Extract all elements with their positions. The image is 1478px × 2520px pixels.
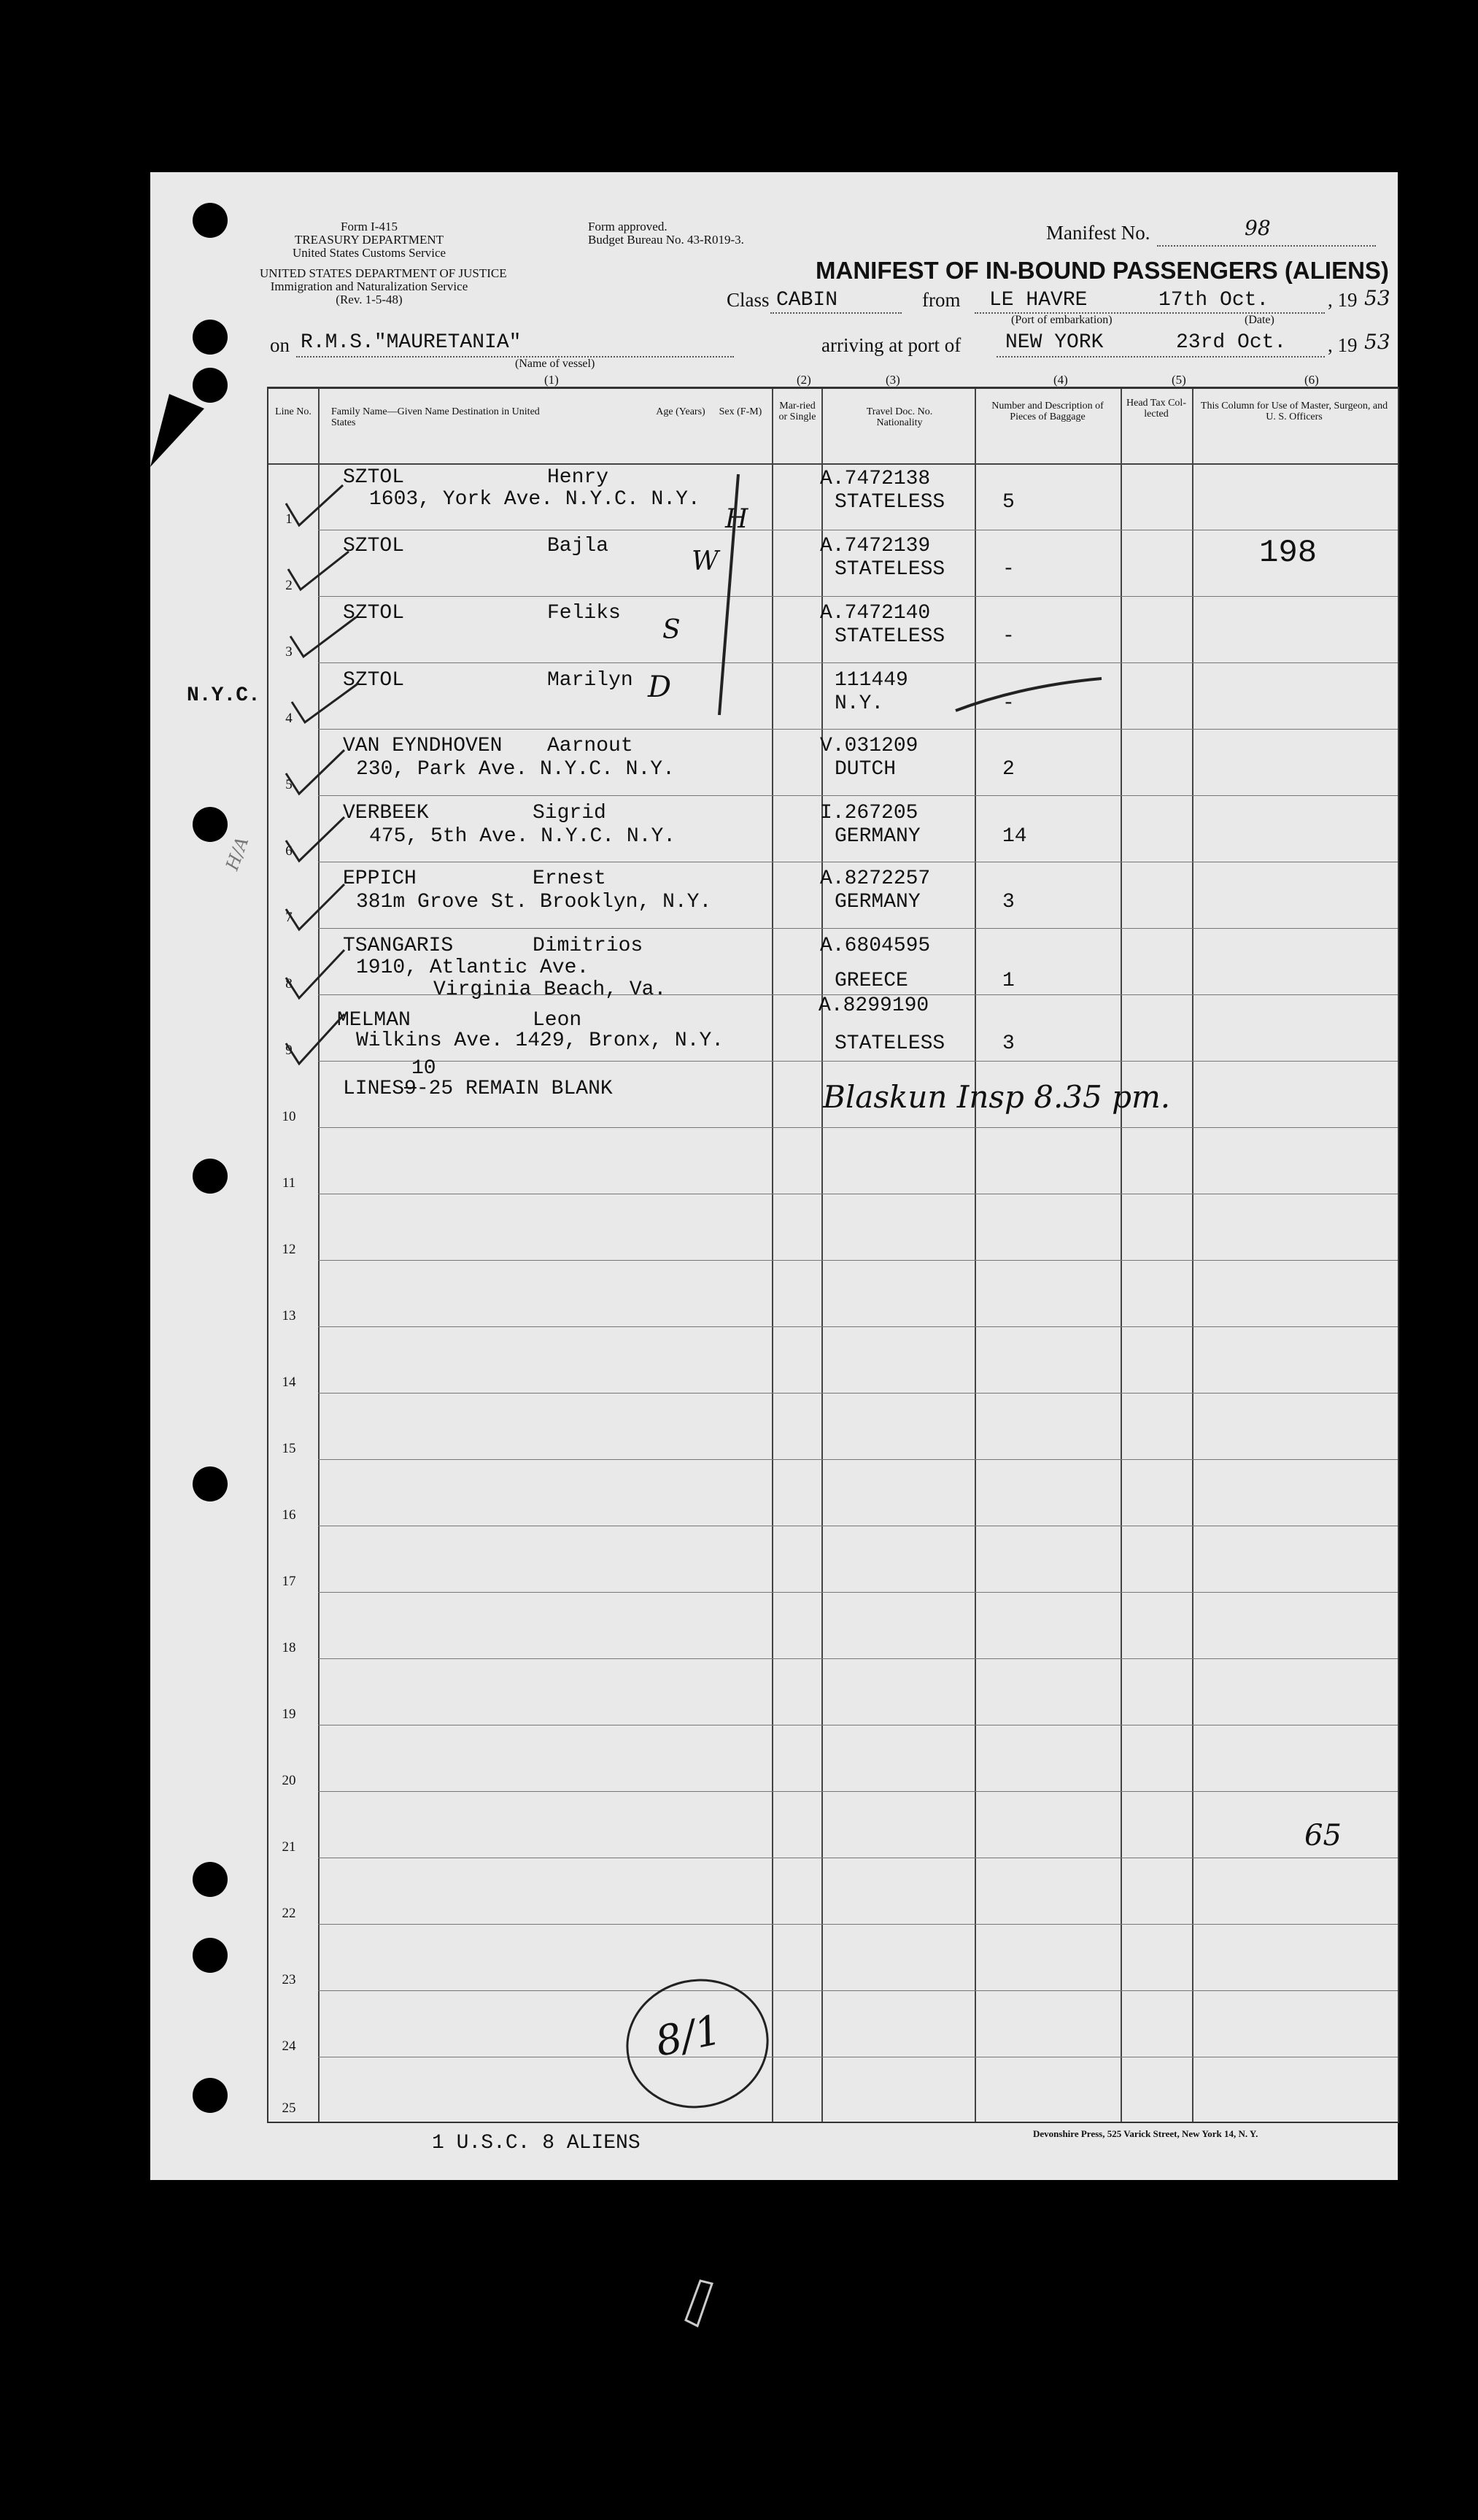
vessel-name: R.M.S."MAURETANIA" <box>301 331 522 354</box>
line-number: 6 <box>285 843 293 859</box>
punch-hole <box>193 203 228 238</box>
circle-stamp <box>614 1966 781 2122</box>
page-title: MANIFEST OF IN-BOUND PASSENGERS (ALIENS) <box>816 257 1389 284</box>
family-name: SZTOL <box>343 535 405 557</box>
sex-mark: W <box>692 546 719 576</box>
col-number-4: (4) <box>1053 373 1068 387</box>
from-date: 17th Oct. <box>1158 289 1269 312</box>
col-number-5: (5) <box>1172 373 1186 387</box>
family-name: TSANGARIS <box>343 935 454 957</box>
blank-notice-pre: LINES <box>343 1078 405 1100</box>
travel-doc-no: A.7472140 <box>820 602 931 625</box>
line-number: 8 <box>285 976 293 992</box>
line-number: 10 <box>282 1109 296 1124</box>
given-name: Sigrid <box>533 802 606 824</box>
given-name: Marilyn <box>547 669 633 692</box>
circle-stamp-text: 8/1 <box>651 2006 726 2066</box>
punch-hole <box>193 320 228 355</box>
arrival-port: NEW YORK <box>1005 331 1104 354</box>
given-name: Henry <box>547 466 609 489</box>
given-name: Aarnout <box>547 735 633 757</box>
line-number: 1 <box>285 511 293 527</box>
manifest-no-line <box>1157 245 1376 247</box>
destination: 1910, Atlantic Ave. <box>356 956 589 979</box>
nationality: GERMANY <box>835 825 921 848</box>
on-label: on <box>270 334 290 356</box>
approval-block <box>588 220 744 247</box>
blank-notice <box>343 1078 613 1100</box>
punch-hole <box>193 2078 228 2113</box>
col-baggage: Number and Description of Pieces of Baggage <box>991 401 1104 422</box>
family-name: VAN EYNDHOVEN <box>343 735 503 757</box>
nationality: GREECE <box>835 970 908 992</box>
travel-doc-no: A.8272257 <box>820 867 931 890</box>
line-number: 9 <box>285 1043 293 1058</box>
given-name: Bajla <box>547 535 609 557</box>
col-number-3: (3) <box>886 373 900 387</box>
line-number: 19 <box>282 1707 296 1722</box>
port-caption: (Port of embarkation) <box>1011 314 1113 326</box>
destination: 230, Park Ave. N.Y.C. N.Y. <box>356 758 675 781</box>
family-name: SZTOL <box>343 602 405 625</box>
line-number: 4 <box>285 711 293 726</box>
arriving-label: arriving at port of <box>821 334 962 356</box>
line-number: 2 <box>285 578 293 593</box>
line-number: 17 <box>282 1574 296 1589</box>
line-number: 13 <box>282 1308 296 1323</box>
manifest-no-label: Manifest No. <box>1046 222 1150 244</box>
printer-credit: Devonshire Press, 525 Varick Street, New York 14, N. Y. <box>1033 2128 1258 2139</box>
nationality: STATELESS <box>835 625 945 648</box>
inspector-signature: Blaskun Insp 8.35 pm. <box>823 1079 1171 1115</box>
treasury-dept: TREASURY DEPARTMENT <box>294 233 444 247</box>
form-approved: Form approved. <box>588 220 668 233</box>
given-name: Feliks <box>547 602 621 625</box>
nationality: GERMANY <box>835 891 921 913</box>
budget-bureau: Budget Bureau No. 43-R019-3. <box>588 233 744 247</box>
col-name: Family Name—Given Name Destination in United States <box>331 406 540 428</box>
sex-mark: H <box>725 504 748 534</box>
class-label: Class <box>727 289 770 311</box>
ins-title: Immigration and Naturalization Service <box>270 279 468 293</box>
destination: 1603, York Ave. N.Y.C. N.Y. <box>369 488 700 511</box>
line-number: 7 <box>285 910 293 925</box>
col-number-1: (1) <box>544 373 559 387</box>
line-number: 22 <box>282 1906 296 1921</box>
sex-mark: D <box>648 670 672 704</box>
line-number: 11 <box>282 1175 296 1191</box>
side-scribble: H/A <box>222 834 253 873</box>
nationality: N.Y. <box>835 692 884 715</box>
punch-hole <box>193 1159 228 1194</box>
baggage-count: 5 <box>1002 491 1015 514</box>
baggage-count: - <box>1002 558 1015 581</box>
line-number: 25 <box>282 2100 296 2116</box>
nationality: STATELESS <box>835 1032 945 1055</box>
col-number-2: (2) <box>797 373 811 387</box>
family-name: EPPICH <box>343 867 417 890</box>
footer-summary: 1 U.S.C. 8 ALIENS <box>432 2132 641 2154</box>
manifest-no-value: 98 <box>1245 216 1271 240</box>
punch-hole <box>193 368 228 403</box>
class-value: CABIN <box>776 289 838 312</box>
doj-block <box>260 266 507 306</box>
nationality: STATELESS <box>835 558 945 581</box>
baggage-count: 2 <box>1002 758 1015 781</box>
officer-note: 198 <box>1259 535 1318 571</box>
family-name: MELMAN <box>337 1009 411 1032</box>
col-sex: Sex (F-M) <box>719 406 762 417</box>
family-name: SZTOL <box>343 669 405 692</box>
line-number: 5 <box>285 777 293 792</box>
destination: 475, 5th Ave. N.Y.C. N.Y. <box>369 825 676 848</box>
baggage-count: 14 <box>1002 825 1027 848</box>
blank-notice-struck: 9 <box>404 1078 417 1100</box>
travel-doc-no: A.6804595 <box>820 935 931 957</box>
arrival-line <box>997 356 1325 357</box>
given-name: Ernest <box>533 867 606 890</box>
arrival-date: 23rd Oct. <box>1176 331 1287 354</box>
travel-doc-no: A.7472139 <box>820 535 931 557</box>
col-travel-doc: Travel Doc. No. Nationality <box>866 406 933 428</box>
punch-hole <box>193 1862 228 1897</box>
line-number: 20 <box>282 1773 296 1788</box>
col-line-no: Line No. <box>275 406 312 417</box>
line-number: 3 <box>285 644 293 660</box>
nationality: DUTCH <box>835 758 897 781</box>
travel-doc-no: A.8299190 <box>819 994 929 1017</box>
vessel-caption: (Name of vessel) <box>515 357 595 370</box>
line-number: 15 <box>282 1441 296 1456</box>
col-head-tax: Head Tax Col-lected <box>1126 398 1186 420</box>
year-2: 53 <box>1364 330 1390 354</box>
family-name: VERBEEK <box>343 802 429 824</box>
revision: (Rev. 1-5-48) <box>336 293 403 306</box>
line-number: 12 <box>282 1242 296 1257</box>
blank-notice-correction: 10 <box>411 1057 436 1080</box>
officer-note-line-21: 65 <box>1304 1819 1342 1852</box>
col-officers: This Column for Use of Master, Surgeon, and U. S. Officers <box>1200 401 1388 422</box>
margin-scribble-icon <box>686 2281 712 2326</box>
nationality: STATELESS <box>835 491 945 514</box>
line-number: 23 <box>282 1972 296 1987</box>
line-number: 21 <box>282 1839 296 1855</box>
col-number-6: (6) <box>1304 373 1319 387</box>
baggage-count: 1 <box>1002 970 1015 992</box>
travel-doc-no: A.7472138 <box>820 468 931 490</box>
punch-hole <box>193 1938 228 1973</box>
from-label: from <box>922 289 961 311</box>
line-number: 24 <box>282 2038 296 2054</box>
year-prefix-2: , 19 <box>1328 334 1358 356</box>
sex-mark: S <box>662 615 681 645</box>
from-port: LE HAVRE <box>989 289 1088 312</box>
baggage-count: 3 <box>1002 1032 1015 1055</box>
manifest-table <box>267 387 1399 2123</box>
col-married: Mar-ried or Single <box>778 401 816 422</box>
family-name: SZTOL <box>343 466 405 489</box>
given-name: Leon <box>533 1009 582 1032</box>
travel-doc-no: I.267205 <box>820 802 918 824</box>
punch-hole <box>193 807 228 842</box>
customs-service: United States Customs Service <box>292 246 446 260</box>
form-number: Form I-415 <box>341 220 398 233</box>
year-1: 53 <box>1364 286 1390 310</box>
baggage-count: - <box>1002 692 1015 715</box>
blank-notice-post: -25 REMAIN BLANK <box>416 1078 613 1100</box>
col-age: Age (Years) <box>656 406 705 417</box>
baggage-count: 3 <box>1002 891 1015 913</box>
travel-doc-no: 111449 <box>835 669 908 692</box>
destination: Wilkins Ave. 1429, Bronx, N.Y. <box>356 1029 724 1052</box>
line-number: 14 <box>282 1375 296 1390</box>
date-caption: (Date) <box>1245 314 1274 326</box>
baggage-count: - <box>1002 625 1015 648</box>
destination: 381m Grove St. Brooklyn, N.Y. <box>356 891 712 913</box>
destination-line-2: Virginia Beach, Va. <box>433 978 667 1001</box>
doj-title: UNITED STATES DEPARTMENT OF JUSTICE <box>260 266 507 280</box>
year-prefix-1: , 19 <box>1328 289 1358 311</box>
punch-hole <box>193 1466 228 1501</box>
given-name: Dimitrios <box>533 935 643 957</box>
travel-doc-no: V.031209 <box>820 735 918 757</box>
left-margin-note: N.Y.C. <box>187 684 260 707</box>
line-number: 16 <box>282 1507 296 1523</box>
form-block <box>282 220 457 260</box>
line-number: 18 <box>282 1640 296 1655</box>
class-line <box>770 312 902 314</box>
